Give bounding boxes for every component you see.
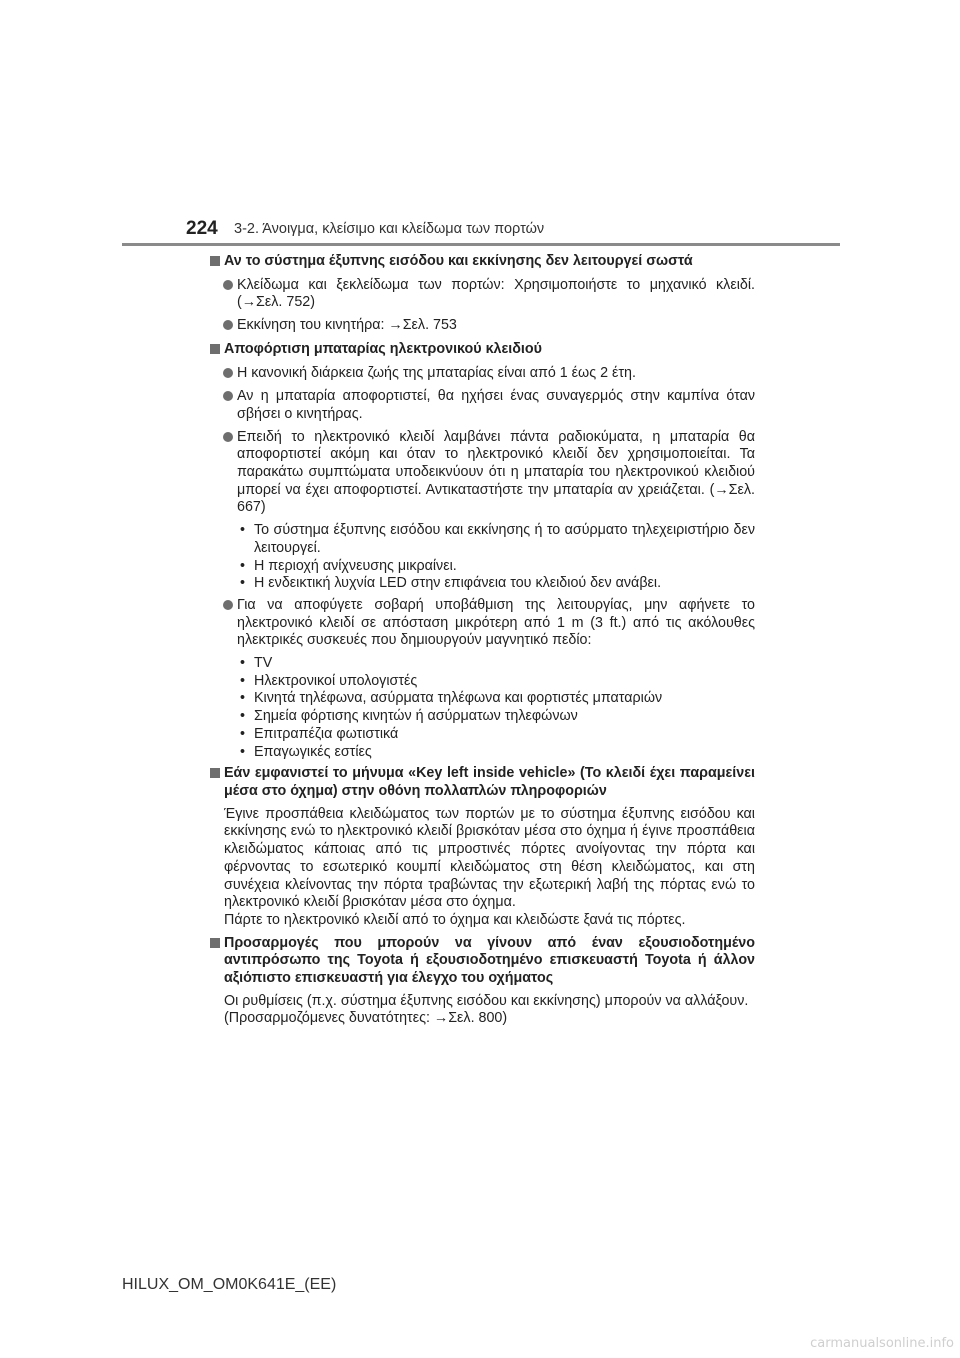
- section-heading: Αν το σύστημα έξυπνης εισόδου και εκκίνησης δεν λειτουργεί σωστά: [210, 253, 755, 272]
- square-bullet-icon: [210, 341, 224, 360]
- footer-code: HILUX_OM_OM0K641E_(EE): [122, 1276, 337, 1293]
- sub-list-item: • Επιτραπέζια φωτιστικά: [240, 725, 399, 742]
- round-bullet-icon: [223, 277, 237, 312]
- sub-list-item: • Η ενδεικτική λυχνία LED στην επιφάνεια του κλειδιού δεν ανάβει.: [240, 575, 662, 592]
- list-item: Η κανονική διάρκεια ζωής της μπαταρίας είναι από 1 έως 2 έτη.: [223, 365, 755, 384]
- section-heading: Αποφόρτιση μπαταρίας ηλεκτρονικού κλειδιού: [210, 341, 755, 360]
- sub-list-item: • Κινητά τηλέφωνα, ασύρματα τηλέφωνα και φορτιστές μπαταριών: [240, 690, 663, 707]
- round-bullet-icon: [223, 317, 237, 336]
- list-item: Αν η μπαταρία αποφορτιστεί, θα ηχήσει ένας συναγερμός στην καμπίνα όταν σβήσει ο κινητήρας.: [223, 388, 755, 423]
- round-bullet-icon: [223, 388, 237, 423]
- body-paragraph: Οι ρυθμίσεις (π.χ. σύστημα έξυπνης εισόδου και εκκίνησης) μπορούν να αλλάξουν.: [224, 992, 749, 1009]
- round-bullet-icon: [223, 597, 237, 650]
- round-bullet-icon: [223, 365, 237, 384]
- square-bullet-icon: [210, 765, 224, 800]
- sub-list-item: • Το σύστημα έξυπνης εισόδου και εκκίνησης ή το ασύρματο τηλεχειριστήριο δεν λειτουργεί.: [240, 522, 755, 556]
- body-paragraph: Πάρτε το ηλεκτρονικό κλειδί από το όχημα και κλειδώστε ξανά τις πόρτες.: [224, 911, 686, 928]
- header-rule: [122, 243, 840, 246]
- sub-list-item: • Επαγωγικές εστίες: [240, 743, 372, 760]
- chapter-title: 3-2. Άνοιγμα, κλείσιμο και κλείδωμα των πορτών: [234, 221, 545, 237]
- list-item: Για να αποφύγετε σοβαρή υποβάθμιση της λειτουργίας, μην αφήνετε το ηλεκτρονικό κλειδί σε απόσταση μικρότερη από 1 m (3 ft.) από τις ακόλουθες ηλεκτρικές συσκευές που δημιουργούν μαγνητικό πεδίο:: [223, 597, 755, 650]
- device-list: [237, 655, 755, 761]
- square-bullet-icon: [210, 253, 224, 272]
- sub-list-item: • Ηλεκτρονικοί υπολογιστές: [240, 672, 418, 689]
- page-number: 224: [186, 218, 218, 239]
- list-item: Επειδή το ηλεκτρονικό κλειδί λαμβάνει πάντα ραδιοκύματα, η μπαταρία θα αποφορτιστεί ακόμη και όταν το ηλεκτρονικό κλειδί δεν χρησιμοποιείται. Τα παρακάτω συμπτώματα υποδεικνύουν ότι η μπαταρία του ηλεκτρονικού κλειδιού μπορεί να έχει αποφορτιστεί. Αντικαταστήστε την μπαταρία αν χρειάζεται. (→Σελ. 667): [223, 429, 755, 518]
- section-heading: Προσαρμογές που μπορούν να γίνουν από έναν εξουσιοδοτημένο αντιπρόσωπο της Toyota ή εξουσιοδοτημένο επισκευαστή Toyota ή άλλον αξιόπιστο επισκευαστή για έλεγχο του οχήματος: [210, 935, 755, 988]
- round-bullet-icon: [223, 429, 237, 518]
- symptom-list: [237, 522, 755, 593]
- list-item: Εκκίνηση του κινητήρα: →Σελ. 753: [223, 317, 755, 336]
- watermark: carmanualsonline.info: [810, 1336, 954, 1351]
- square-bullet-icon: [210, 935, 224, 988]
- sub-list-item: • Σημεία φόρτισης κινητών ή ασύρματων τηλεφώνων: [240, 708, 578, 725]
- list-item: Κλείδωμα και ξεκλείδωμα των πορτών: Χρησιμοποιήστε το μηχανικό κλειδί. (→Σελ. 752): [223, 277, 755, 312]
- body-paragraph: Έγινε προσπάθεια κλειδώματος των πορτών με το σύστημα έξυπνης εισόδου και εκκίνησης ενώ το ηλεκτρονικό κλειδί βρισκόταν μέσα στο όχημα ή έγινε προσπάθεια κλειδώματος κάποιας από τις μπροστινές πόρτες ανοίγοντας την πόρτα και φέρνοντας το εσωτερικό κουμπί κλειδώματος στη θέση κλειδώματος, και στη συνέχεια κλείνοντας την πόρτα τραβώντας την εξωτερική λαβή της πόρτας ενώ το ηλεκτρονικό κλειδί βρισκόταν μέσα στο όχημα.: [224, 805, 755, 911]
- page-content: [210, 253, 755, 1033]
- sub-list-item: • TV: [240, 655, 273, 672]
- sub-list-item: • Η περιοχή ανίχνευσης μικραίνει.: [240, 557, 457, 574]
- body-paragraph: (Προσαρμοζόμενες δυνατότητες: →Σελ. 800): [224, 1010, 508, 1027]
- section-heading: Εάν εμφανιστεί το μήνυμα «Key left inside vehicle» (Το κλειδί έχει παραμείνει μέσα στο όχημα) στην οθόνη πολλαπλών πληροφοριών: [210, 765, 755, 800]
